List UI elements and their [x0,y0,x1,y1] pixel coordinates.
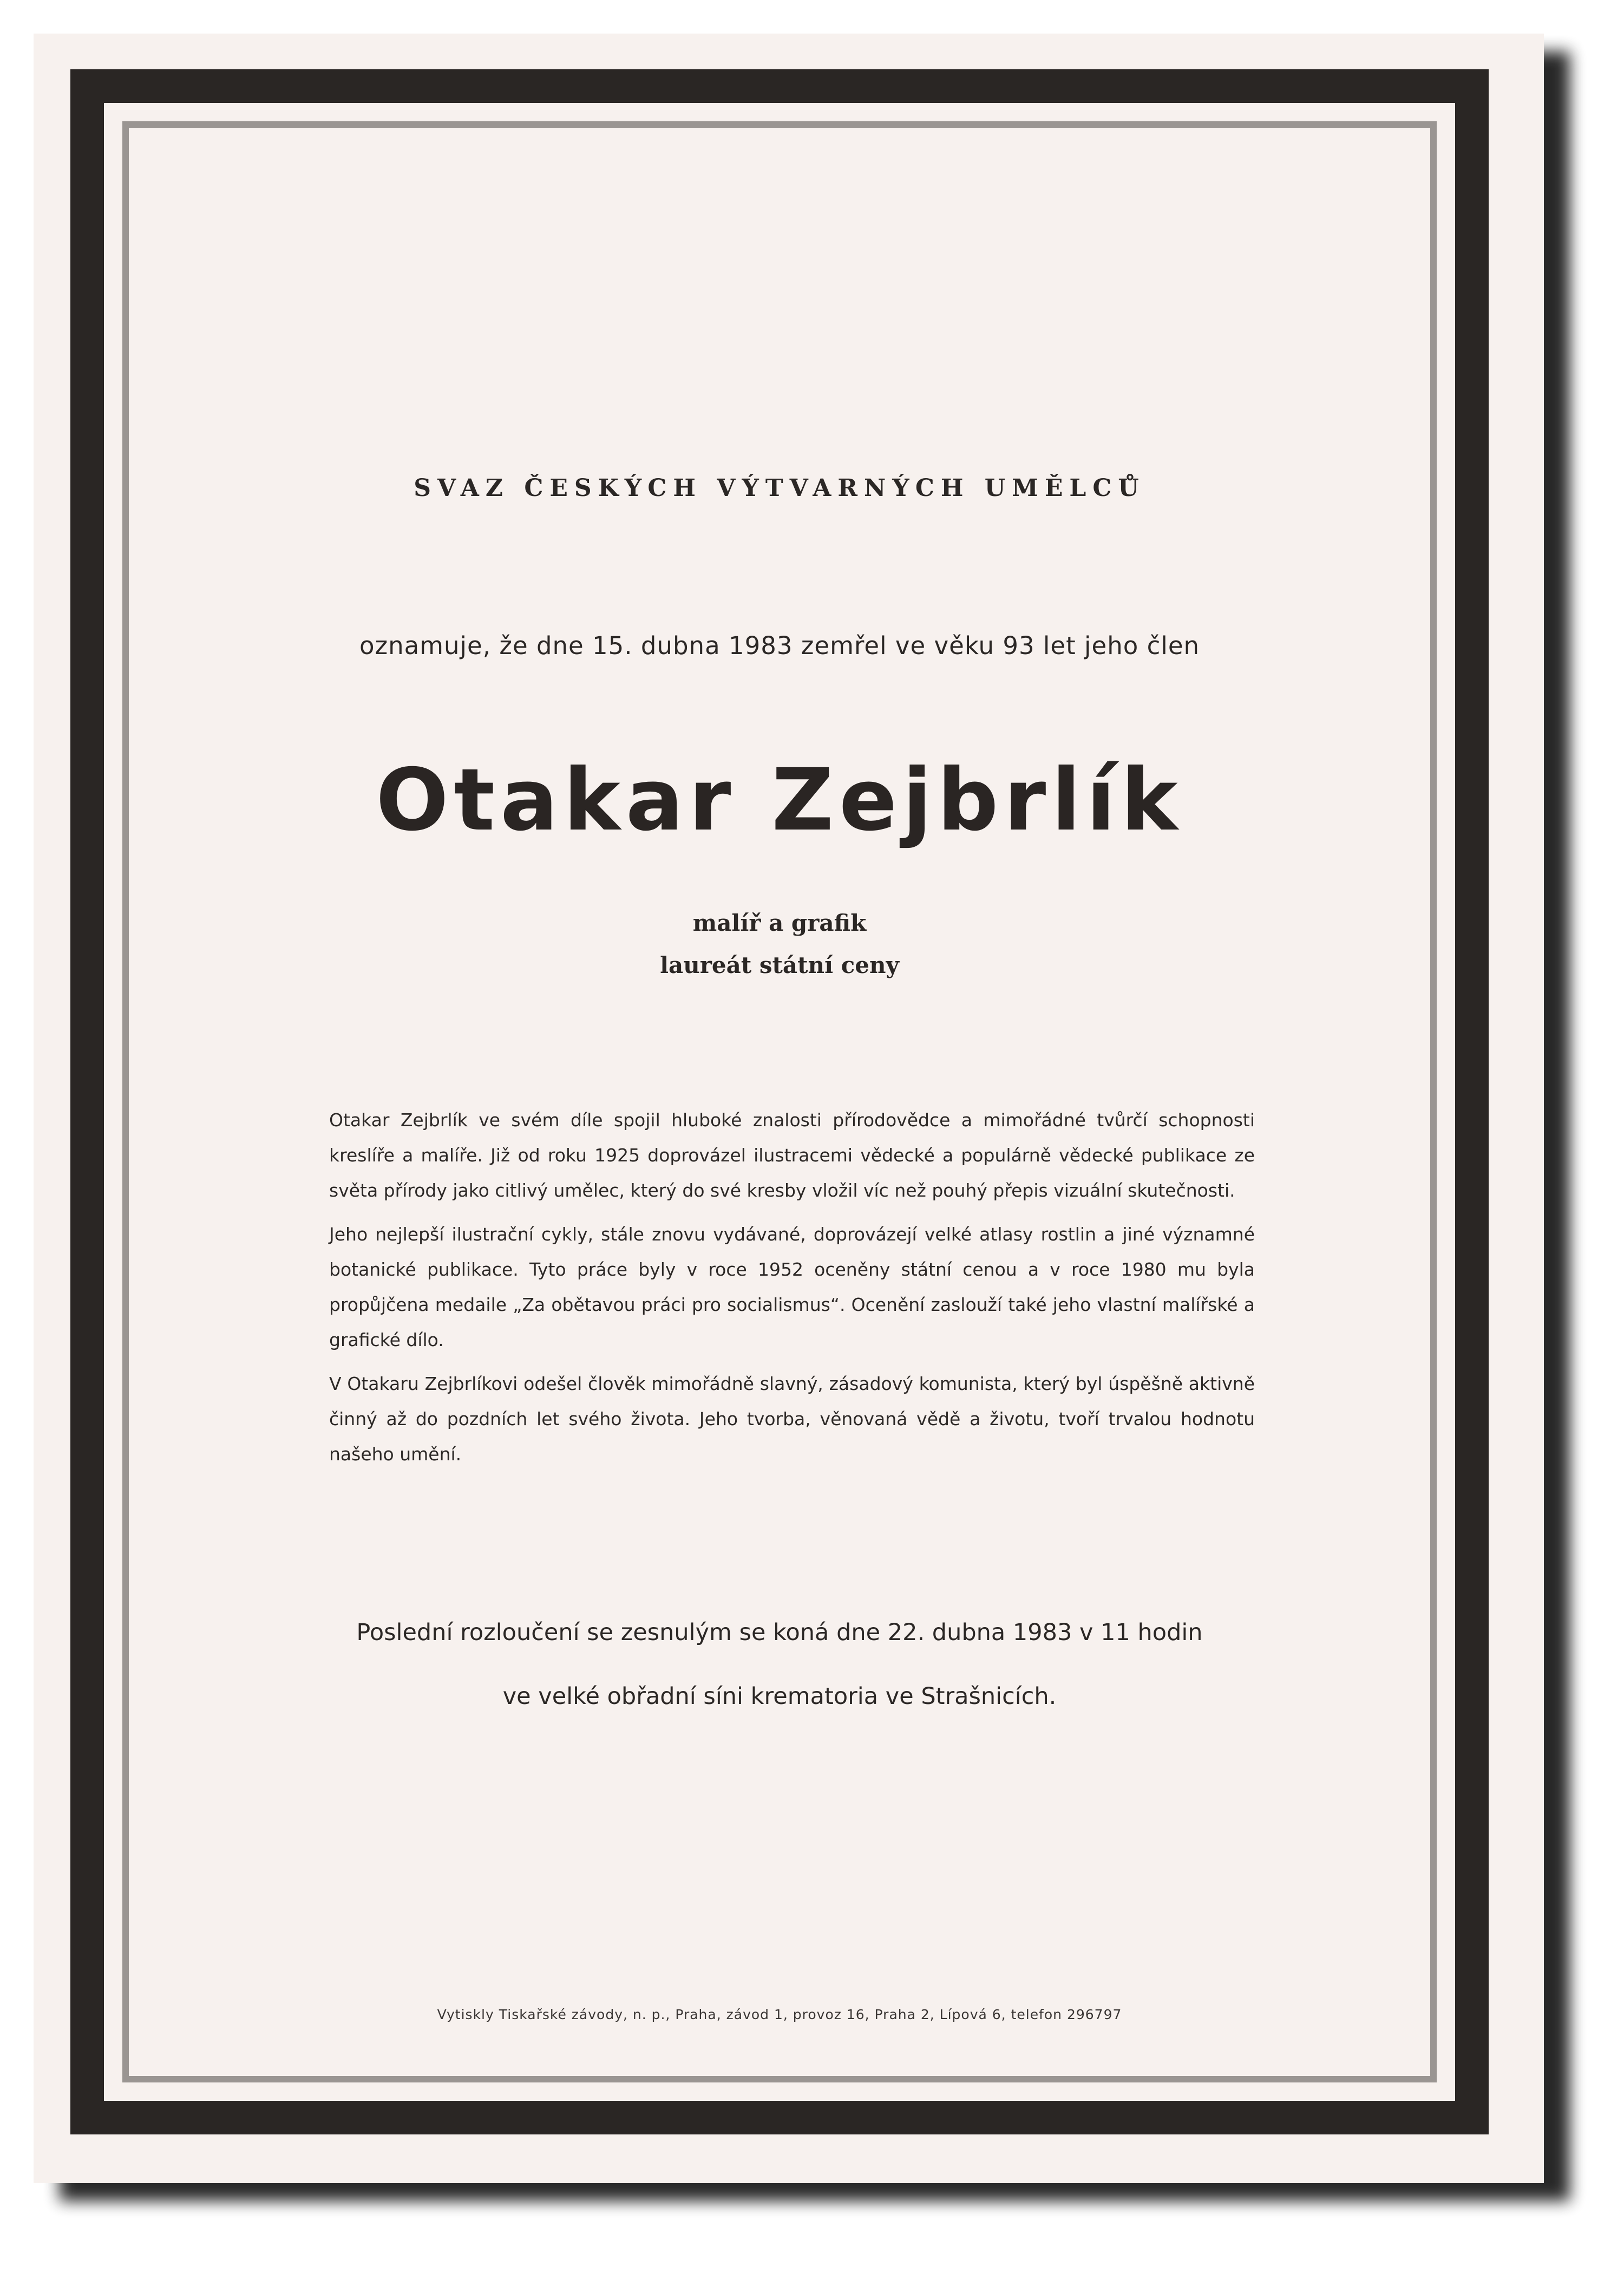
profession-line: malíř a grafik [692,910,867,936]
organization-heading: SVAZ ČESKÝCH VÝTVARNÝCH UMĚLCŮ [414,474,1145,502]
honor-line: laureát státní ceny [660,952,899,978]
obituary-content [129,128,1430,2076]
deceased-name: Otakar Zejbrlík [376,750,1183,850]
deceased-titles [129,902,1430,987]
funeral-place-line: ve velké obřadní síni krematoria ve Strašnicích. [502,1683,1057,1710]
funeral-date-line: Poslední rozloučení se zesnulým se koná dne 22. dubna 1983 v 11 hodin [356,1619,1203,1646]
biography-paragraph: V Otakaru Zejbrlíkovi odešel člověk mimořádně slavný, zásadový komunista, který byl úspěšně aktivně činný až do pozdních let svého života. Jeho tvorba, věnovaná vědě a životu, tvoří trvalou hodnotu našeho umění. [329,1373,1255,1465]
funeral-notice [129,1601,1430,1728]
biography [329,1102,1255,1480]
biography-paragraph: Jeho nejlepší ilustrační cykly, stále znovu vydávané, doprovázejí velké atlasy rostlin a jiné významné botanické publikace. Tyto práce byly v roce 1952 oceněny státní cenou a v roce 1980 mu byla propůjčena medaile „Za obětavou práci pro socialismus“. Ocenění zaslouží také jeho vlastní malířské a grafické dílo. [329,1224,1255,1350]
printer-imprint: Vytiskly Tiskařské závody, n. p., Praha, závod 1, provoz 16, Praha 2, Lípová 6, telefon 296797 [437,2007,1122,2022]
biography-paragraph: Otakar Zejbrlík ve svém díle spojil hluboké znalosti přírodovědce a mimořádné tvůrčí schopnosti kreslíře a malíře. Již od roku 1925 doprovázel ilustracemi vědecké a populárně vědecké publikace ze světa přírody jako citlivý umělec, který do své kresby vložil víc než pouhý přepis vizuální skutečnosti. [329,1109,1255,1201]
death-announcement: oznamuje, že dne 15. dubna 1983 zemřel ve věku 93 let jeho člen [359,631,1200,660]
